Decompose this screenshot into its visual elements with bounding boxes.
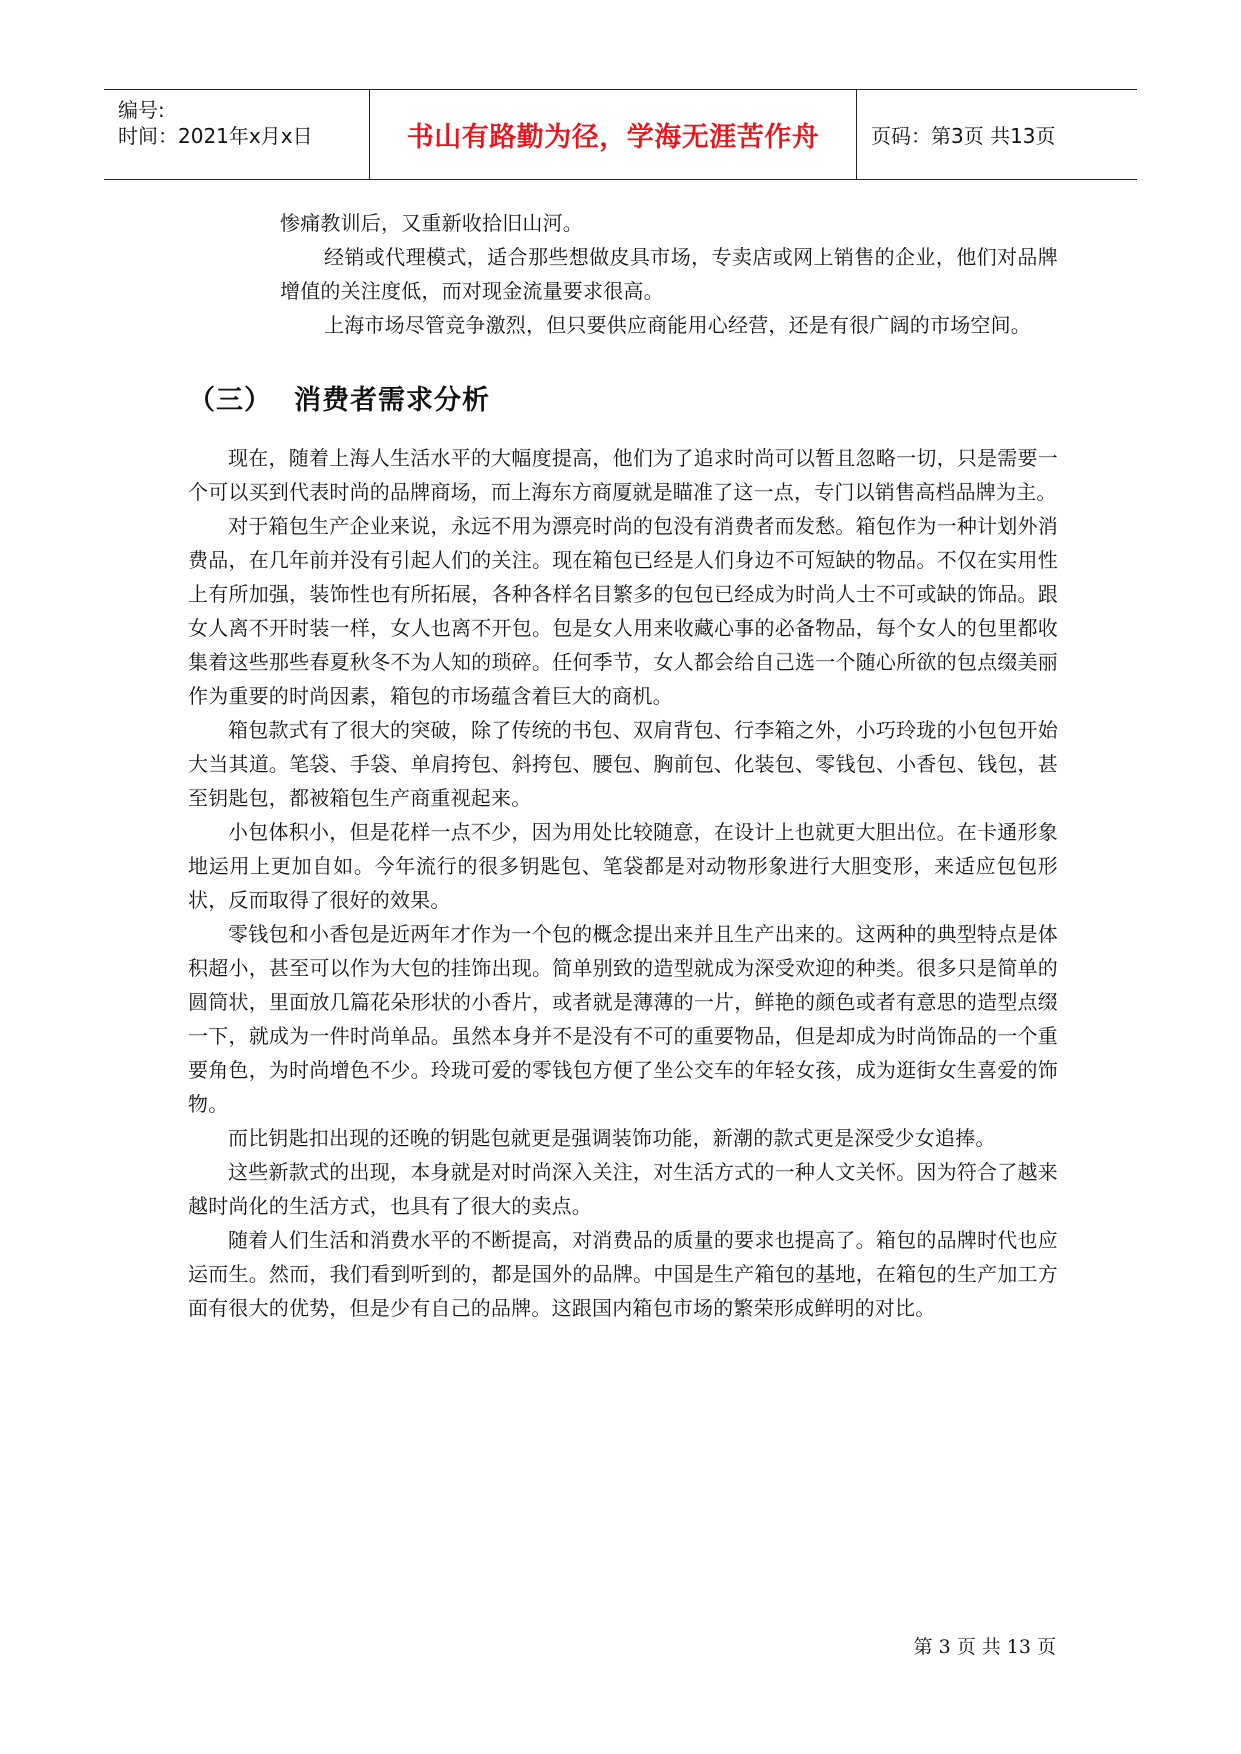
section-title: 消费者需求分析	[294, 385, 490, 416]
body-paragraph: 箱包款式有了很大的突破，除了传统的书包、双肩背包、行李箱之外，小巧玲珑的小包包开始大当其道。笔袋、手袋、单肩挎包、斜挎包、腰包、胸前包、化装包、零钱包、小香包、钱包，甚至钥匙包，都被箱包生产商重视起来。	[188, 718, 1058, 810]
section-number: （三）	[188, 385, 272, 416]
header-motto: 书山有路勤为径，学海无涯苦作舟	[406, 122, 820, 153]
body-paragraph: 随着人们生活和消费水平的不断提高，对消费品的质量的要求也提高了。箱包的品牌时代也应运而生。然而，我们看到听到的，都是国外的品牌。中国是生产箱包的基地，在箱包的生产加工方面有很大的优势，但是少有自己的品牌。这跟国内箱包市场的繁荣形成鲜明的对比。	[188, 1228, 1058, 1320]
intro-paragraph: 经销或代理模式，适合那些想做皮具市场，专卖店或网上销售的企业，他们对品牌增值的关注度低，而对现金流量要求很高。	[280, 245, 1058, 303]
document-body	[188, 206, 1058, 1325]
document-time-label: 时间：2021年x月x日	[118, 124, 313, 148]
body-paragraph: 现在，随着上海人生活水平的大幅度提高，他们为了追求时尚可以暂且忽略一切，只是需要一个可以买到代表时尚的品牌商场，而上海东方商厦就是瞄准了这一点，专门以销售高档品牌为主。	[188, 446, 1058, 504]
intro-paragraph-continued: 惨痛教训后，又重新收拾旧山河。	[280, 211, 583, 235]
section-heading	[188, 378, 1058, 417]
header-page-cell	[857, 90, 1137, 179]
header-meta-cell	[104, 90, 369, 179]
document-code-label: 编号:	[118, 98, 165, 122]
body-paragraph: 对于箱包生产企业来说，永远不用为漂亮时尚的包没有消费者而发愁。箱包作为一种计划外消费品，在几年前并没有引起人们的关注。现在箱包已经是人们身边不可短缺的物品。不仅在实用性上有所加强，装饰性也有所拓展，各种各样名目繁多的包包已经成为时尚人士不可或缺的饰品。跟女人离不开时装一样，女人也离不开包。包是女人用来收藏心事的必备物品，每个女人的包里都收集着这些那些春夏秋冬不为人知的琐碎。任何季节，女人都会给自己选一个随心所欲的包点缀美丽作为重要的时尚因素，箱包的市场蕴含着巨大的商机。	[188, 514, 1058, 708]
intro-paragraph: 上海市场尽管竞争激烈，但只要供应商能用心经营，还是有很广阔的市场空间。	[324, 313, 1031, 337]
body-paragraph: 这些新款式的出现，本身就是对时尚深入关注，对生活方式的一种人文关怀。因为符合了越来越时尚化的生活方式，也具有了很大的卖点。	[188, 1160, 1058, 1218]
page-footer-number: 第 3 页 共 13 页	[913, 1636, 1056, 1658]
body-paragraph: 而比钥匙扣出现的还晚的钥匙包就更是强调装饰功能，新潮的款式更是深受少女追捧。	[228, 1126, 996, 1150]
body-paragraph: 小包体积小，但是花样一点不少，因为用处比较随意，在设计上也就更大胆出位。在卡通形象地运用上更加自如。今年流行的很多钥匙包、笔袋都是对动物形象进行大胆变形，来适应包包形状，反而取得了很好的效果。	[188, 820, 1058, 912]
page-header	[104, 89, 1137, 180]
body-paragraph: 零钱包和小香包是近两年才作为一个包的概念提出来并且生产出来的。这两种的典型特点是体积超小，甚至可以作为大包的挂饰出现。简单别致的造型就成为深受欢迎的种类。很多只是简单的圆筒状，里面放几篇花朵形状的小香片，或者就是薄薄的一片，鲜艳的颜色或者有意思的造型点缀一下，就成为一件时尚单品。虽然本身并不是没有不可的重要物品，但是却成为时尚饰品的一个重要角色，为时尚增色不少。玲珑可爱的零钱包方便了坐公交车的年轻女孩，成为逛街女生喜爱的饰物。	[188, 922, 1058, 1116]
header-motto-cell	[369, 90, 857, 179]
header-page-number: 页码：第3页 共13页	[871, 124, 1056, 148]
